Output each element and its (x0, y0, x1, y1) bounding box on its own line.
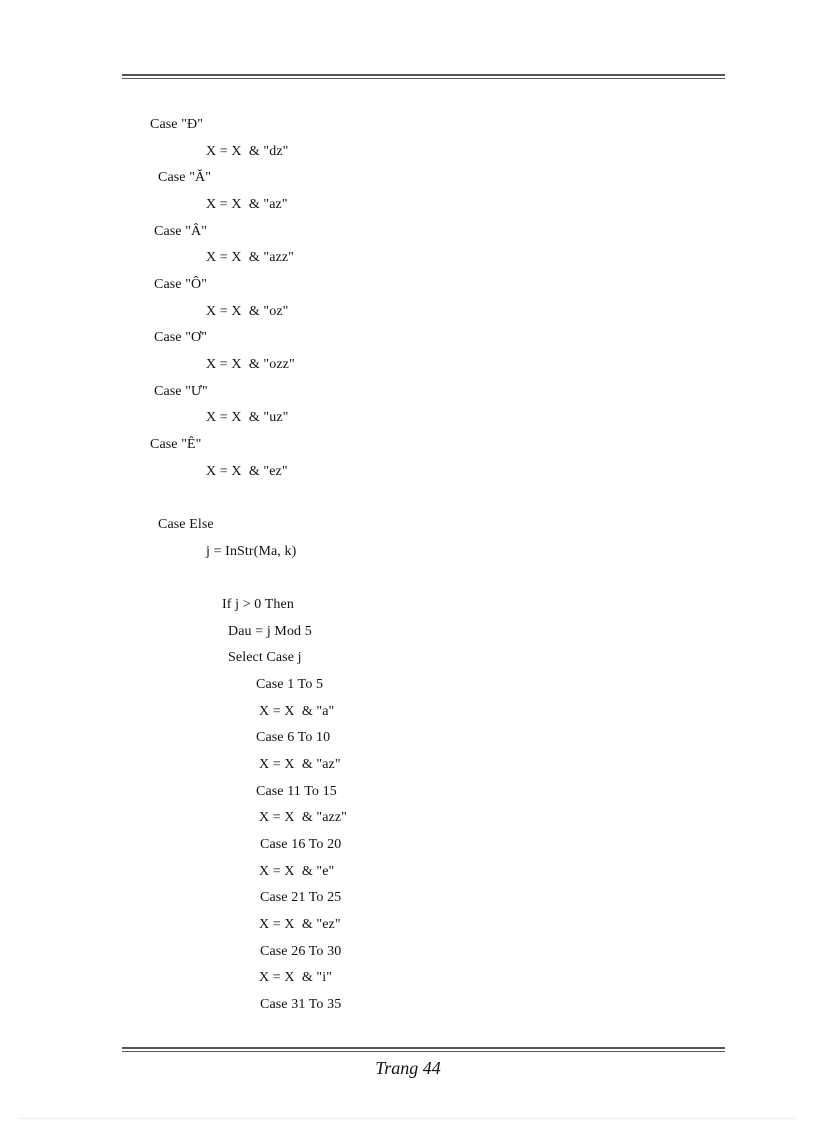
code-line: Case 21 To 25 (260, 890, 342, 905)
code-line: Case "Ơ" (154, 330, 208, 345)
code-line: Case "Ă" (158, 170, 212, 185)
code-line: Case "Đ" (150, 117, 204, 132)
code-line: Case 31 To 35 (260, 997, 342, 1012)
code-line: X = X & "azz" (206, 250, 294, 265)
page-number: Trang 44 (375, 1058, 441, 1078)
code-line: X = X & "uz" (206, 410, 289, 425)
code-line: X = X & "dz" (206, 144, 289, 159)
code-line: X = X & "ez" (206, 464, 288, 479)
page-edge-divider (20, 1118, 796, 1119)
header-rule (122, 74, 725, 79)
code-line: If j > 0 Then (222, 597, 294, 612)
footer-rule (122, 1047, 725, 1052)
code-line: Case 1 To 5 (256, 677, 324, 692)
code-line: Case 6 To 10 (256, 730, 331, 745)
code-line: X = X & "ez" (259, 917, 341, 932)
code-line: X = X & "az" (206, 197, 288, 212)
code-line: j = InStr(Ma, k) (206, 544, 297, 559)
code-line: Select Case j (228, 650, 302, 665)
code-line: X = X & "e" (259, 864, 335, 879)
code-line: X = X & "i" (259, 970, 333, 985)
code-line: Case "Ê" (150, 437, 202, 452)
code-line: Case Else (158, 517, 214, 532)
code-line: X = X & "oz" (206, 304, 289, 319)
code-line: X = X & "az" (259, 757, 341, 772)
code-line: Case "Ư" (154, 384, 208, 399)
code-line: Case "Ô" (154, 277, 208, 292)
code-line: X = X & "a" (259, 704, 335, 719)
code-line: Case "Â" (154, 224, 208, 239)
code-line: X = X & "ozz" (206, 357, 295, 372)
code-line: Dau = j Mod 5 (228, 624, 312, 639)
code-line: X = X & "azz" (259, 810, 347, 825)
code-line: Case 11 To 15 (256, 784, 337, 799)
code-line: Case 16 To 20 (260, 837, 342, 852)
code-line: Case 26 To 30 (260, 944, 342, 959)
